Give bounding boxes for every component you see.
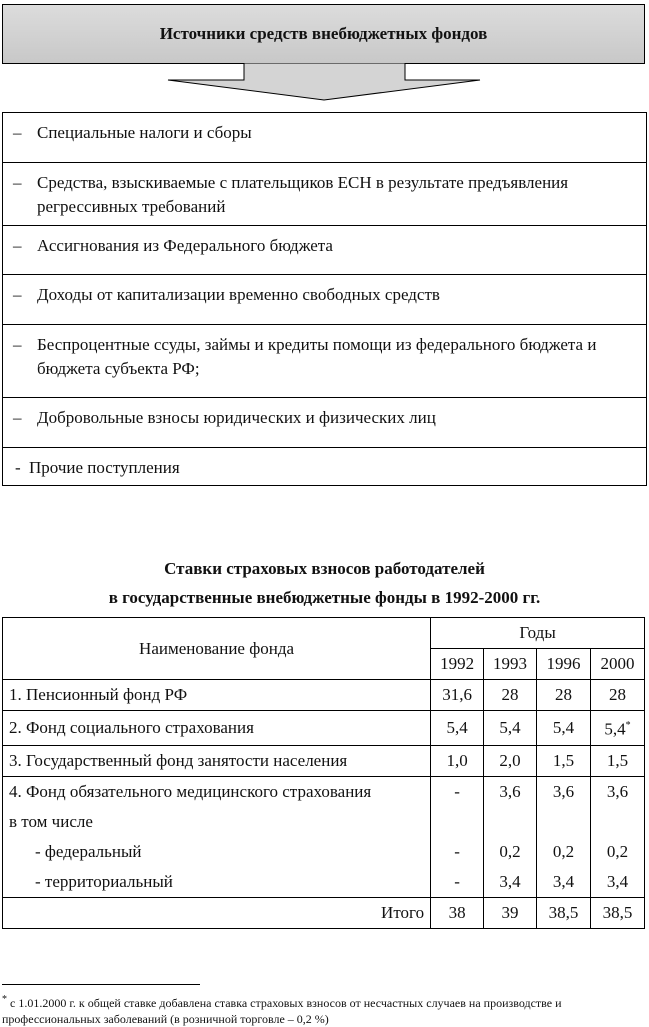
rate-cell: 5,4 [537,711,591,746]
total-cell: 38,5 [590,897,644,928]
rate-cell: 5,4 [431,711,484,746]
footnote [2,992,647,1027]
rate-cell: 1,0 [431,745,484,776]
fund-name: 3. Государственный фонд занятости населения [3,745,431,776]
rate-cell: 31,6 [431,680,484,711]
rate-cell: 1,5 [590,745,644,776]
rate-cell [431,807,484,837]
rate-cell: 3,4 [590,867,644,898]
list-item: – Специальные налоги и сборы [3,113,646,163]
list-item: – Доходы от капитализации временно свободных средств [3,275,646,325]
year-header: 2000 [590,649,644,680]
rate-cell: 0,2 [537,837,591,867]
footnote-mark: * [625,720,631,731]
table-header-row [3,618,645,649]
footnote-text: с 1.01.2000 г. к общей ставке добавлена ставка страховых взносов от несчастных случаев на производстве и профессиональных заболеваний (в розничной торговле – 0,2 %) [2,996,562,1026]
column-header-years: Годы [431,618,645,649]
list-item: – Средства, взыскиваемые с плательщиков ЕСН в результате предъявления регрессивных требований [3,163,646,226]
list-item-text: Доходы от капитализации временно свободных средств [37,285,440,304]
rate-cell: 3,4 [484,867,537,898]
total-cell: 39 [484,897,537,928]
fund-name: 2. Фонд социального страхования [3,711,431,746]
rate-value: 5,4 [604,719,626,739]
rate-cell: 0,2 [484,837,537,867]
fund-name: в том числе [3,807,431,837]
rate-cell: 3,6 [484,776,537,807]
table-row [3,867,645,898]
fund-name: 1. Пенсионный фонд РФ [3,680,431,711]
table-row [3,837,645,867]
total-label: Итого [3,897,431,928]
rate-cell: 0,2 [590,837,644,867]
total-cell: 38,5 [537,897,591,928]
rate-cell [537,807,591,837]
footnote-divider [2,984,200,985]
total-cell: 38 [431,897,484,928]
table-row [3,745,645,776]
rate-cell: 28 [484,680,537,711]
rate-cell [590,711,644,746]
list-item: - Прочие поступления [15,458,180,477]
year-header: 1992 [431,649,484,680]
list-item: – Беспроцентные ссуды, займы и кредиты помощи из федерального бюджета и бюджета субъекта РФ; [3,325,646,398]
column-header-name: Наименование фонда [3,618,431,680]
list-item-text: Добровольные взносы юридических и физических лиц [37,408,436,427]
rate-cell: 28 [537,680,591,711]
footnote-mark: * [2,994,7,1005]
table-row [3,711,645,746]
rate-cell: 3,4 [537,867,591,898]
fund-name: - территориальный [3,867,431,898]
fund-name: - федеральный [3,837,431,867]
rate-cell: 3,6 [537,776,591,807]
fund-name: 4. Фонд обязательного медицинского страхования [3,776,431,807]
down-arrow-icon [0,63,649,113]
rate-cell: - [431,776,484,807]
list-item-text: Ассигнования из Федерального бюджета [37,236,333,255]
list-item-text: Беспроцентные ссуды, займы и кредиты помощи из федерального бюджета и бюджета субъекта РФ; [37,335,597,378]
list-item: – Добровольные взносы юридических и физических лиц [3,398,646,448]
rate-cell: 3,6 [590,776,644,807]
year-header: 1993 [484,649,537,680]
list-item-text: Прочие поступления [29,458,180,477]
list-item-text: Средства, взыскиваемые с плательщиков ЕСН в результате предъявления регрессивных требований [37,173,569,216]
sources-list [2,112,647,486]
list-item: – Ассигнования из Федерального бюджета [3,226,646,275]
table-row [3,807,645,837]
rate-cell [484,807,537,837]
sources-header [2,4,645,64]
table-total-row [3,897,645,928]
rate-cell: 2,0 [484,745,537,776]
rate-cell: 1,5 [537,745,591,776]
table-title-line-1: Ставки страховых взносов работодателей [164,559,485,578]
table-title-line-2: в государственные внебюджетные фонды в 1992-2000 гг. [108,588,541,607]
rates-table [2,617,645,929]
rate-cell: 28 [590,680,644,711]
table-row [3,680,645,711]
sources-header-title: Источники средств внебюджетных фондов [159,24,488,43]
rate-cell: - [431,867,484,898]
list-item-text: Специальные налоги и сборы [37,123,252,142]
rate-cell: - [431,837,484,867]
rate-cell: 5,4 [484,711,537,746]
year-header: 1996 [537,649,591,680]
table-row [3,776,645,807]
rate-cell [590,807,644,837]
